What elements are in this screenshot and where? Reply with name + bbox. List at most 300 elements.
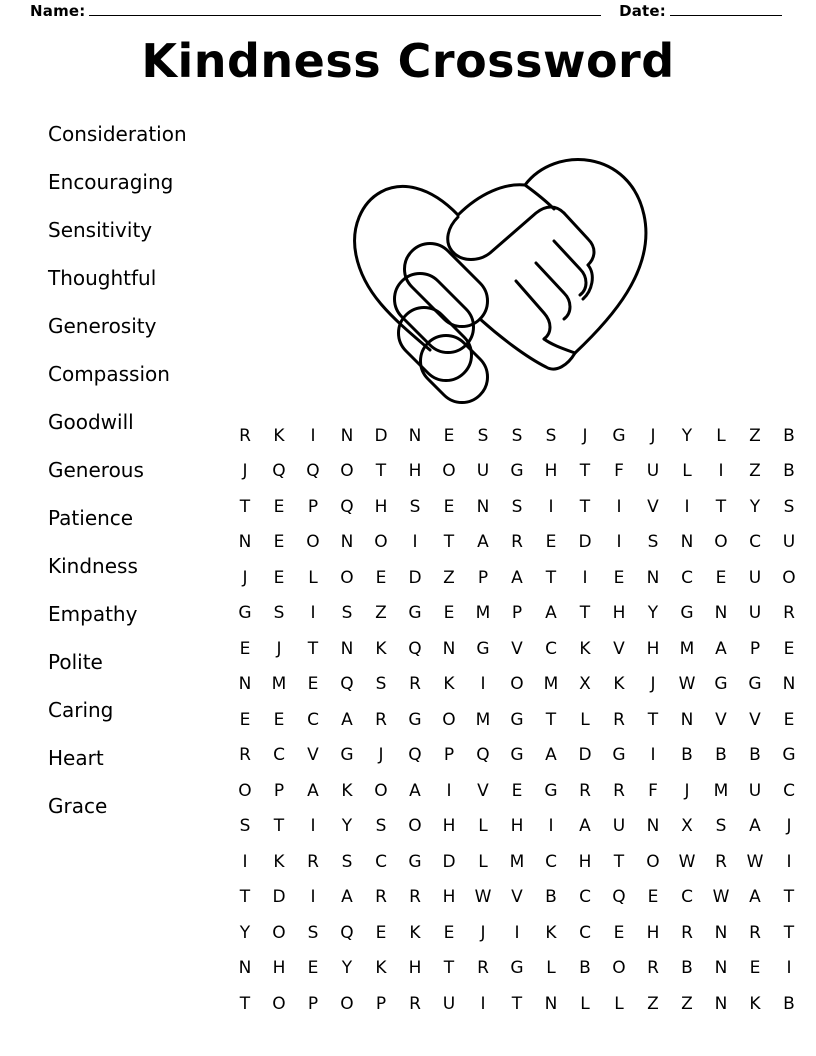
word-list-item[interactable]: Caring <box>48 698 114 722</box>
grid-cell[interactable]: G <box>408 851 422 872</box>
grid-cell[interactable]: W <box>712 887 730 908</box>
grid-cell[interactable]: K <box>579 638 591 659</box>
grid-cell[interactable]: E <box>613 567 625 588</box>
grid-cell[interactable]: Q <box>272 461 286 482</box>
grid-cell[interactable]: I <box>616 496 622 517</box>
grid-cell[interactable]: E <box>273 532 285 553</box>
grid-cell[interactable]: T <box>579 603 591 624</box>
grid-cell[interactable]: Y <box>749 496 761 517</box>
grid-cell[interactable]: G <box>714 674 728 695</box>
grid-cell[interactable]: P <box>443 745 455 766</box>
grid-cell[interactable]: M <box>713 780 729 801</box>
grid-cell[interactable]: R <box>579 780 591 801</box>
grid-cell[interactable]: R <box>613 780 625 801</box>
grid-cell[interactable]: T <box>511 993 523 1014</box>
grid-cell[interactable]: K <box>613 674 625 695</box>
grid-cell[interactable]: K <box>341 780 353 801</box>
grid-cell[interactable]: N <box>680 709 694 730</box>
grid-cell[interactable]: T <box>443 958 455 979</box>
grid-cell[interactable]: C <box>545 638 557 659</box>
grid-cell[interactable]: K <box>409 922 421 943</box>
grid-cell[interactable]: I <box>718 461 724 482</box>
grid-cell[interactable]: C <box>681 567 693 588</box>
grid-cell[interactable]: R <box>375 887 387 908</box>
grid-cell[interactable]: F <box>648 780 658 801</box>
grid-cell[interactable]: M <box>475 603 491 624</box>
grid-cell[interactable]: Z <box>749 461 761 482</box>
grid-cell[interactable]: J <box>378 745 384 766</box>
grid-cell[interactable]: M <box>271 674 287 695</box>
grid-cell[interactable]: A <box>307 780 319 801</box>
grid-cell[interactable]: Y <box>239 922 251 943</box>
grid-cell[interactable]: S <box>375 674 387 695</box>
grid-cell[interactable]: A <box>341 887 353 908</box>
grid-cell[interactable]: B <box>715 745 727 766</box>
grid-cell[interactable]: L <box>580 709 590 730</box>
grid-cell[interactable]: N <box>646 816 660 837</box>
grid-cell[interactable]: L <box>478 851 488 872</box>
grid-cell[interactable]: Q <box>340 674 354 695</box>
grid-cell[interactable]: K <box>375 638 387 659</box>
grid-cell[interactable]: Q <box>408 638 422 659</box>
grid-cell[interactable]: R <box>647 958 659 979</box>
grid-cell[interactable]: S <box>647 532 659 553</box>
grid-cell[interactable]: H <box>442 887 456 908</box>
grid-cell[interactable]: G <box>612 745 626 766</box>
grid-cell[interactable]: G <box>238 603 252 624</box>
grid-cell[interactable]: J <box>242 461 248 482</box>
date-write-in-line[interactable] <box>670 3 782 16</box>
grid-cell[interactable]: E <box>273 496 285 517</box>
grid-cell[interactable]: A <box>409 780 421 801</box>
grid-cell[interactable]: B <box>783 993 795 1014</box>
grid-cell[interactable]: U <box>748 567 762 588</box>
grid-cell[interactable]: S <box>341 603 353 624</box>
grid-cell[interactable]: N <box>340 532 354 553</box>
grid-cell[interactable]: E <box>273 567 285 588</box>
grid-cell[interactable]: Q <box>340 922 354 943</box>
grid-cell[interactable]: K <box>375 958 387 979</box>
grid-cell[interactable]: N <box>340 425 354 446</box>
grid-cell[interactable]: K <box>545 922 557 943</box>
grid-cell[interactable]: C <box>749 532 761 553</box>
grid-cell[interactable]: O <box>442 461 456 482</box>
grid-cell[interactable]: T <box>375 461 387 482</box>
grid-cell[interactable]: O <box>782 567 796 588</box>
grid-cell[interactable]: S <box>307 922 319 943</box>
grid-cell[interactable]: C <box>375 851 387 872</box>
grid-cell[interactable]: G <box>612 425 626 446</box>
grid-cell[interactable]: Y <box>341 958 353 979</box>
grid-cell[interactable]: C <box>579 922 591 943</box>
grid-cell[interactable]: A <box>545 603 557 624</box>
grid-cell[interactable]: M <box>475 709 491 730</box>
grid-cell[interactable]: R <box>409 887 421 908</box>
grid-cell[interactable]: G <box>748 674 762 695</box>
grid-cell[interactable]: Q <box>408 745 422 766</box>
grid-cell[interactable]: U <box>748 780 762 801</box>
grid-cell[interactable]: E <box>239 709 251 730</box>
grid-cell[interactable]: S <box>477 425 489 446</box>
grid-cell[interactable]: G <box>510 709 524 730</box>
grid-cell[interactable]: J <box>480 922 486 943</box>
grid-cell[interactable]: Y <box>681 425 693 446</box>
grid-cell[interactable]: V <box>477 780 489 801</box>
grid-cell[interactable]: I <box>412 532 418 553</box>
word-list-item[interactable]: Grace <box>48 794 108 818</box>
grid-cell[interactable]: Q <box>476 745 490 766</box>
grid-cell[interactable]: U <box>782 532 796 553</box>
grid-cell[interactable]: G <box>510 745 524 766</box>
grid-cell[interactable]: I <box>684 496 690 517</box>
grid-cell[interactable]: Y <box>341 816 353 837</box>
grid-cell[interactable]: J <box>582 425 588 446</box>
grid-cell[interactable]: W <box>678 674 696 695</box>
word-list-item[interactable]: Encouraging <box>48 170 174 194</box>
grid-cell[interactable]: H <box>408 958 422 979</box>
grid-cell[interactable]: A <box>579 816 591 837</box>
grid-cell[interactable]: B <box>783 425 795 446</box>
grid-cell[interactable]: O <box>340 461 354 482</box>
grid-cell[interactable]: C <box>307 709 319 730</box>
grid-cell[interactable]: Q <box>340 496 354 517</box>
grid-cell[interactable]: N <box>714 603 728 624</box>
grid-cell[interactable]: I <box>480 993 486 1014</box>
grid-cell[interactable]: E <box>749 958 761 979</box>
grid-cell[interactable]: B <box>749 745 761 766</box>
word-list-item[interactable]: Sensitivity <box>48 218 153 242</box>
grid-cell[interactable]: R <box>239 425 251 446</box>
grid-cell[interactable]: Z <box>647 993 659 1014</box>
grid-cell[interactable]: N <box>238 532 252 553</box>
grid-cell[interactable]: O <box>272 993 286 1014</box>
grid-cell[interactable]: A <box>715 638 727 659</box>
grid-cell[interactable]: E <box>273 709 285 730</box>
grid-cell[interactable]: U <box>646 461 660 482</box>
grid-cell[interactable]: O <box>612 958 626 979</box>
grid-cell[interactable]: M <box>509 851 525 872</box>
grid-cell[interactable]: R <box>681 922 693 943</box>
grid-cell[interactable]: I <box>548 816 554 837</box>
grid-cell[interactable]: J <box>276 638 282 659</box>
grid-cell[interactable]: M <box>679 638 695 659</box>
grid-cell[interactable]: E <box>239 638 251 659</box>
grid-cell[interactable]: O <box>306 532 320 553</box>
grid-cell[interactable]: I <box>786 958 792 979</box>
grid-cell[interactable]: T <box>715 496 727 517</box>
grid-cell[interactable]: I <box>582 567 588 588</box>
grid-cell[interactable]: N <box>442 638 456 659</box>
grid-cell[interactable]: E <box>647 887 659 908</box>
grid-cell[interactable]: H <box>646 922 660 943</box>
grid-cell[interactable]: E <box>375 922 387 943</box>
grid-cell[interactable]: L <box>580 993 590 1014</box>
grid-cell[interactable]: P <box>749 638 761 659</box>
grid-cell[interactable]: E <box>443 922 455 943</box>
grid-cell[interactable]: N <box>408 425 422 446</box>
grid-cell[interactable]: H <box>442 816 456 837</box>
grid-cell[interactable]: O <box>408 816 422 837</box>
grid-cell[interactable]: T <box>579 496 591 517</box>
word-list-item[interactable]: Consideration <box>48 122 187 146</box>
grid-cell[interactable]: O <box>714 532 728 553</box>
word-list-item[interactable]: Polite <box>48 650 103 674</box>
grid-cell[interactable]: O <box>442 709 456 730</box>
grid-cell[interactable]: T <box>273 816 285 837</box>
grid-cell[interactable]: A <box>511 567 523 588</box>
grid-cell[interactable]: V <box>511 887 523 908</box>
grid-cell[interactable]: O <box>374 532 388 553</box>
grid-cell[interactable]: P <box>375 993 387 1014</box>
grid-cell[interactable]: Z <box>749 425 761 446</box>
grid-cell[interactable]: T <box>613 851 625 872</box>
grid-cell[interactable]: U <box>748 603 762 624</box>
grid-cell[interactable]: N <box>238 958 252 979</box>
grid-cell[interactable]: L <box>478 816 488 837</box>
grid-cell[interactable]: G <box>782 745 796 766</box>
name-write-in-line[interactable] <box>89 3 601 16</box>
grid-cell[interactable]: B <box>579 958 591 979</box>
grid-cell[interactable]: N <box>680 532 694 553</box>
word-search-grid[interactable] <box>228 418 806 1022</box>
grid-cell[interactable]: R <box>239 745 251 766</box>
grid-cell[interactable]: N <box>476 496 490 517</box>
grid-cell[interactable]: S <box>715 816 727 837</box>
grid-cell[interactable]: O <box>272 922 286 943</box>
grid-cell[interactable]: I <box>310 816 316 837</box>
grid-cell[interactable]: W <box>678 851 696 872</box>
grid-cell[interactable]: H <box>646 638 660 659</box>
grid-cell[interactable]: T <box>783 887 795 908</box>
grid-cell[interactable]: K <box>749 993 761 1014</box>
grid-cell[interactable]: M <box>543 674 559 695</box>
grid-cell[interactable]: N <box>340 638 354 659</box>
grid-cell[interactable]: C <box>783 780 795 801</box>
grid-cell[interactable]: C <box>579 887 591 908</box>
grid-cell[interactable]: C <box>545 851 557 872</box>
grid-cell[interactable]: N <box>238 674 252 695</box>
grid-cell[interactable]: R <box>783 603 795 624</box>
grid-cell[interactable]: L <box>546 958 556 979</box>
grid-cell[interactable]: O <box>340 993 354 1014</box>
grid-cell[interactable]: G <box>510 461 524 482</box>
grid-cell[interactable]: T <box>307 638 319 659</box>
grid-cell[interactable]: G <box>340 745 354 766</box>
grid-cell[interactable]: D <box>578 745 592 766</box>
grid-cell[interactable]: D <box>408 567 422 588</box>
grid-cell[interactable]: H <box>578 851 592 872</box>
grid-cell[interactable]: X <box>681 816 693 837</box>
grid-cell[interactable]: G <box>510 958 524 979</box>
grid-cell[interactable]: S <box>783 496 795 517</box>
grid-cell[interactable]: R <box>715 851 727 872</box>
grid-cell[interactable]: A <box>749 816 761 837</box>
grid-cell[interactable]: T <box>579 461 591 482</box>
grid-cell[interactable]: T <box>545 709 557 730</box>
grid-cell[interactable]: S <box>341 851 353 872</box>
word-list-item[interactable]: Kindness <box>48 554 138 578</box>
word-list-item[interactable]: Empathy <box>48 602 138 626</box>
grid-cell[interactable]: R <box>477 958 489 979</box>
word-list-item[interactable]: Compassion <box>48 362 170 386</box>
grid-cell[interactable]: O <box>238 780 252 801</box>
grid-cell[interactable]: N <box>782 674 796 695</box>
grid-cell[interactable]: S <box>511 496 523 517</box>
grid-cell[interactable]: C <box>681 887 693 908</box>
grid-cell[interactable]: H <box>374 496 388 517</box>
grid-cell[interactable]: V <box>307 745 319 766</box>
grid-cell[interactable]: Z <box>443 567 455 588</box>
grid-cell[interactable]: I <box>514 922 520 943</box>
grid-cell[interactable]: C <box>273 745 285 766</box>
grid-cell[interactable]: Z <box>681 993 693 1014</box>
grid-cell[interactable]: P <box>307 496 319 517</box>
grid-cell[interactable]: V <box>715 709 727 730</box>
grid-cell[interactable]: L <box>682 461 692 482</box>
grid-cell[interactable]: A <box>749 887 761 908</box>
grid-cell[interactable]: I <box>650 745 656 766</box>
grid-cell[interactable]: P <box>273 780 285 801</box>
grid-cell[interactable]: I <box>310 425 316 446</box>
grid-cell[interactable]: K <box>443 674 455 695</box>
grid-cell[interactable]: E <box>443 425 455 446</box>
grid-cell[interactable]: B <box>545 887 557 908</box>
grid-cell[interactable]: G <box>680 603 694 624</box>
word-list-item[interactable]: Generosity <box>48 314 157 338</box>
grid-cell[interactable]: N <box>714 922 728 943</box>
grid-cell[interactable]: V <box>613 638 625 659</box>
grid-cell[interactable]: U <box>476 461 490 482</box>
grid-cell[interactable]: I <box>446 780 452 801</box>
grid-cell[interactable]: J <box>650 425 656 446</box>
grid-cell[interactable]: Q <box>306 461 320 482</box>
grid-cell[interactable]: D <box>578 532 592 553</box>
grid-cell[interactable]: W <box>746 851 764 872</box>
grid-cell[interactable]: R <box>409 993 421 1014</box>
grid-cell[interactable]: L <box>716 425 726 446</box>
grid-cell[interactable]: S <box>545 425 557 446</box>
grid-cell[interactable]: N <box>714 993 728 1014</box>
grid-cell[interactable]: I <box>310 603 316 624</box>
grid-cell[interactable]: K <box>273 425 285 446</box>
grid-cell[interactable]: O <box>510 674 524 695</box>
grid-cell[interactable]: G <box>408 709 422 730</box>
grid-cell[interactable]: B <box>681 958 693 979</box>
grid-cell[interactable]: I <box>480 674 486 695</box>
grid-cell[interactable]: R <box>749 922 761 943</box>
grid-cell[interactable]: I <box>786 851 792 872</box>
grid-cell[interactable]: O <box>340 567 354 588</box>
grid-cell[interactable]: S <box>511 425 523 446</box>
grid-cell[interactable]: I <box>616 532 622 553</box>
grid-cell[interactable]: A <box>477 532 489 553</box>
grid-cell[interactable]: H <box>612 603 626 624</box>
grid-cell[interactable]: I <box>548 496 554 517</box>
grid-cell[interactable]: U <box>612 816 626 837</box>
grid-cell[interactable]: E <box>783 638 795 659</box>
grid-cell[interactable]: E <box>375 567 387 588</box>
grid-cell[interactable]: P <box>477 567 489 588</box>
grid-cell[interactable]: T <box>239 496 251 517</box>
word-list-item[interactable]: Heart <box>48 746 104 770</box>
grid-cell[interactable]: T <box>647 709 659 730</box>
grid-cell[interactable]: G <box>408 603 422 624</box>
grid-cell[interactable]: V <box>647 496 659 517</box>
grid-cell[interactable]: X <box>579 674 591 695</box>
grid-cell[interactable]: D <box>374 425 388 446</box>
grid-cell[interactable]: O <box>374 780 388 801</box>
grid-cell[interactable]: H <box>408 461 422 482</box>
grid-cell[interactable]: S <box>273 603 285 624</box>
grid-cell[interactable]: E <box>715 567 727 588</box>
grid-cell[interactable]: N <box>714 958 728 979</box>
grid-cell[interactable]: L <box>614 993 624 1014</box>
grid-cell[interactable]: S <box>409 496 421 517</box>
grid-cell[interactable]: T <box>239 887 251 908</box>
grid-cell[interactable]: T <box>443 532 455 553</box>
grid-cell[interactable]: P <box>307 993 319 1014</box>
grid-cell[interactable]: Q <box>612 887 626 908</box>
word-list-item[interactable]: Goodwill <box>48 410 134 434</box>
grid-cell[interactable]: T <box>545 567 557 588</box>
grid-cell[interactable]: N <box>646 567 660 588</box>
grid-cell[interactable]: E <box>443 496 455 517</box>
grid-cell[interactable]: J <box>650 674 656 695</box>
grid-cell[interactable]: R <box>409 674 421 695</box>
grid-cell[interactable]: E <box>307 958 319 979</box>
grid-cell[interactable]: J <box>242 567 248 588</box>
grid-cell[interactable]: Z <box>375 603 387 624</box>
grid-cell[interactable]: E <box>783 709 795 730</box>
grid-cell[interactable]: G <box>476 638 490 659</box>
grid-cell[interactable]: E <box>613 922 625 943</box>
grid-cell[interactable]: E <box>307 674 319 695</box>
grid-cell[interactable]: R <box>511 532 523 553</box>
grid-cell[interactable]: H <box>272 958 286 979</box>
grid-cell[interactable]: T <box>239 993 251 1014</box>
grid-cell[interactable]: U <box>442 993 456 1014</box>
grid-cell[interactable]: K <box>273 851 285 872</box>
word-list-item[interactable]: Patience <box>48 506 134 530</box>
word-list-item[interactable]: Thoughtful <box>48 266 157 290</box>
grid-cell[interactable]: P <box>511 603 523 624</box>
grid-cell[interactable]: H <box>510 816 524 837</box>
grid-cell[interactable]: Y <box>647 603 659 624</box>
grid-cell[interactable]: G <box>544 780 558 801</box>
grid-cell[interactable]: D <box>272 887 286 908</box>
grid-cell[interactable]: O <box>646 851 660 872</box>
grid-cell[interactable]: W <box>474 887 492 908</box>
grid-cell[interactable]: I <box>310 887 316 908</box>
grid-cell[interactable]: F <box>614 461 624 482</box>
grid-cell[interactable]: S <box>239 816 251 837</box>
grid-cell[interactable]: E <box>511 780 523 801</box>
grid-cell[interactable]: R <box>375 709 387 730</box>
grid-cell[interactable]: E <box>545 532 557 553</box>
grid-cell[interactable]: E <box>443 603 455 624</box>
grid-cell[interactable]: J <box>786 816 792 837</box>
grid-cell[interactable]: L <box>308 567 318 588</box>
grid-cell[interactable]: R <box>613 709 625 730</box>
grid-cell[interactable]: T <box>783 922 795 943</box>
grid-cell[interactable]: N <box>544 993 558 1014</box>
grid-cell[interactable]: B <box>681 745 693 766</box>
grid-cell[interactable]: A <box>341 709 353 730</box>
grid-cell[interactable]: D <box>442 851 456 872</box>
grid-cell[interactable]: H <box>544 461 558 482</box>
grid-cell[interactable]: S <box>375 816 387 837</box>
grid-cell[interactable]: R <box>307 851 319 872</box>
